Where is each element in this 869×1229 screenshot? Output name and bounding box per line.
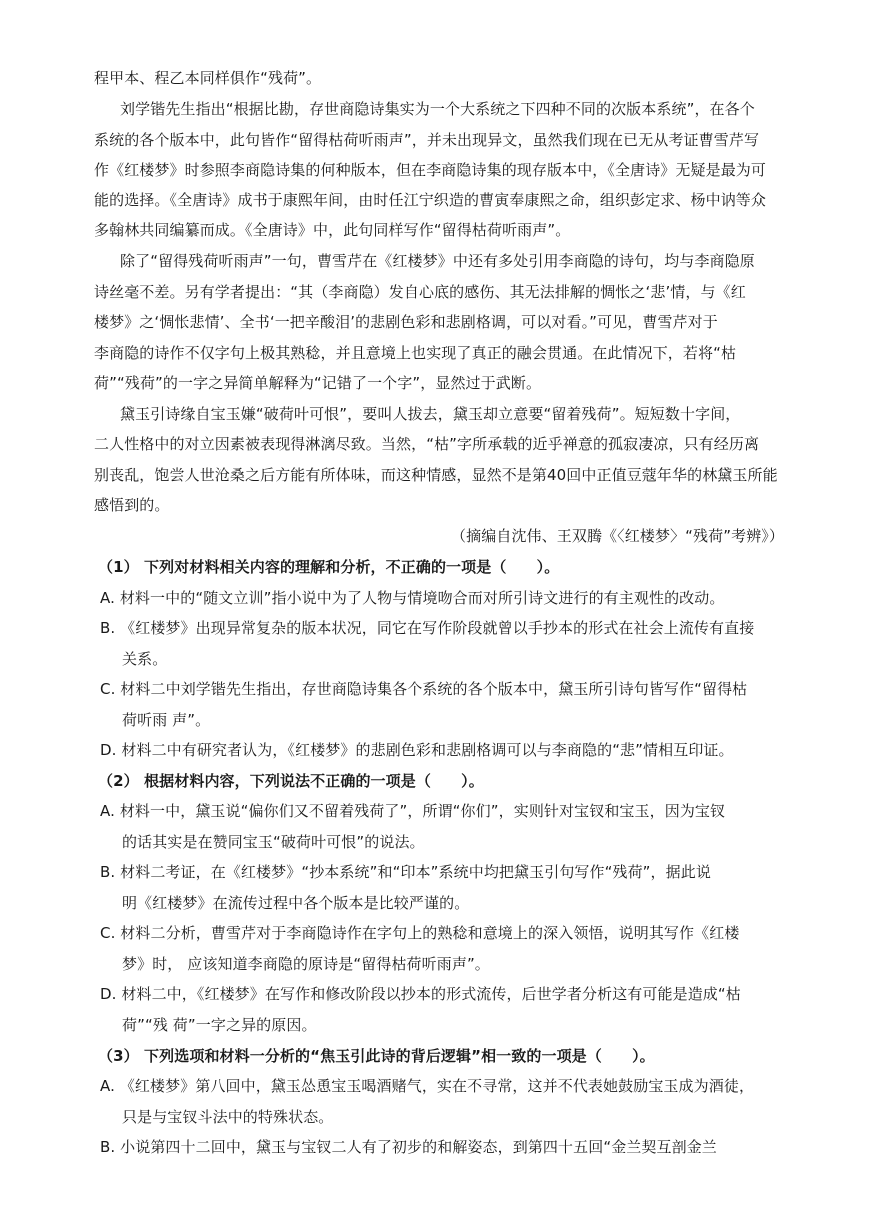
passage-line: 作《红楼梦》时参照李商隐诗集的何种版本，但在李商隐诗集的现存版本中，《全唐诗》无疑是最为可 — [94, 161, 767, 179]
passage-line: 李商隐的诗作不仅字句上极其熟稔，并且意境上也实现了真正的融会贯通。在此情况下，若将“枯 — [94, 344, 737, 362]
option-1d: D. 材料二中有研究者认为，《红楼梦》的悲剧色彩和悲剧格调可以与李商隐的“悲”情相互印证。 — [100, 741, 734, 759]
option-2a: A. 材料一中，黛玉说“偏你们又不留着残荷了”，所谓“你们”，实则针对宝钗和宝玉，因为宝钗 — [100, 802, 726, 820]
passage-line: 系统的各个版本中，此句皆作“留得枯荷听雨声”，并未出现异文，虽然我们现在已无从考证曹雪芹写 — [94, 131, 760, 149]
option-1b: B. 《红楼梦》出现异常复杂的版本状况，同它在写作阶段就曾以手抄本的形式在社会上流传有直接 — [100, 619, 755, 637]
option-2b-cont: 明《红楼梦》在流传过程中各个版本是比较严谨的。 — [122, 894, 470, 912]
option-2d-cont: 荷”“残 荷”一字之异的原因。 — [122, 1016, 317, 1034]
passage-source: （摘编自沈伟、王双腾《〈红楼梦〉“残荷”考辨》） — [451, 527, 784, 545]
passage-line: 别丧乱，饱尝人世沧桑之后方能有所体味，而这种情感，显然不是第40回中正值豆蔻年华的林黛玉所能 — [94, 466, 778, 484]
question-3-stem: （3） 下列选项和材料一分析的“焦玉引此诗的背后逻辑”相一致的一项是（ ）。 — [98, 1047, 655, 1065]
option-1a: A. 材料一中的“随文立训”指小说中为了人物与情境吻合而对所引诗文进行的有主观性的改动。 — [100, 589, 725, 607]
option-2c-cont: 梦》时， 应该知道李商隐的原诗是“留得枯荷听雨声”。 — [122, 955, 490, 973]
option-1c-cont: 荷听雨 声”。 — [122, 711, 211, 729]
passage-line: 感悟到的。 — [94, 496, 170, 514]
option-2c: C. 材料二分析，曹雪芹对于李商隐诗作在字句上的熟稔和意境上的深入领悟，说明其写作《红楼 — [100, 924, 740, 942]
option-1c: C. 材料二中刘学锴先生指出，存世商隐诗集各个系统的各个版本中，黛玉所引诗句皆写作“留得枯 — [100, 680, 748, 698]
passage-line: 黛玉引诗缘自宝玉嫌“破荷叶可恨”，要叫人拔去，黛玉却立意要“留着残荷”。短短数十字间， — [120, 405, 741, 423]
passage-line: 程甲本、程乙本同样俱作“残荷”。 — [94, 69, 322, 87]
option-3a-cont: 只是与宝钗斗法中的特殊状态。 — [122, 1108, 334, 1126]
passage-line: 荷”“残荷”的一字之异简单解释为“记错了一个字”，显然过于武断。 — [94, 374, 542, 392]
option-3b: B. 小说第四十二回中，黛玉与宝钗二人有了初步的和解姿态，到第四十五回“金兰契互剖金兰 — [100, 1138, 717, 1156]
option-2d: D. 材料二中，《红楼梦》在写作和修改阶段以抄本的形式流传，后世学者分析这有可能是造成“枯 — [100, 985, 741, 1003]
option-1b-cont: 关系。 — [122, 650, 168, 668]
passage-line: 除了“留得残荷听雨声”一句，曹雪芹在《红楼梦》中还有多处引用李商隐的诗句，均与李商隐原 — [120, 252, 755, 270]
passage-line: 诗丝毫不差。另有学者提出：“其（李商隐）发自心底的感伤、其无法排解的惆怅之‘悲’情，与《红 — [94, 283, 746, 301]
option-2a-cont: 的话其实是在赞同宝玉“破荷叶可恨”的说法。 — [122, 833, 425, 851]
question-2-stem: （2） 根据材料内容，下列说法不正确的一项是（ ）。 — [98, 772, 484, 790]
option-3a: A. 《红楼梦》第八回中，黛玉怂恿宝玉喝酒赌气，实在不寻常，这并不代表她鼓励宝玉成为酒徒， — [100, 1077, 755, 1095]
passage-line: 楼梦》之‘惆怅悲情’、全书‘一把辛酸泪’的悲剧色彩和悲剧格调，可以对看。”可见，曹雪芹对于 — [94, 313, 718, 331]
passage-line: 能的选择。《全唐诗》成书于康熙年间，由时任江宁织造的曹寅奉康熙之命，组织彭定求、杨中讷等众 — [94, 191, 767, 209]
question-1-stem: （1） 下列对材料相关内容的理解和分析，不正确的一项是（ ）。 — [98, 558, 560, 576]
passage-line: 刘学锴先生指出“根据比勘，存世商隐诗集实为一个大系统之下四种不同的次版本系统”，在各个 — [120, 100, 755, 118]
option-2b: B. 材料二考证，在《红楼梦》“抄本系统”和“印本”系统中均把黛玉引句写作“残荷”，据此说 — [100, 863, 711, 881]
passage-line: 二人性格中的对立因素被表现得淋漓尽致。当然，“枯”字所承载的近乎禅意的孤寂凄凉，只有经历离 — [94, 435, 760, 453]
passage-line: 多翰林共同编纂而成。《全唐诗》中，此句同样写作“留得枯荷听雨声”。 — [94, 221, 571, 239]
